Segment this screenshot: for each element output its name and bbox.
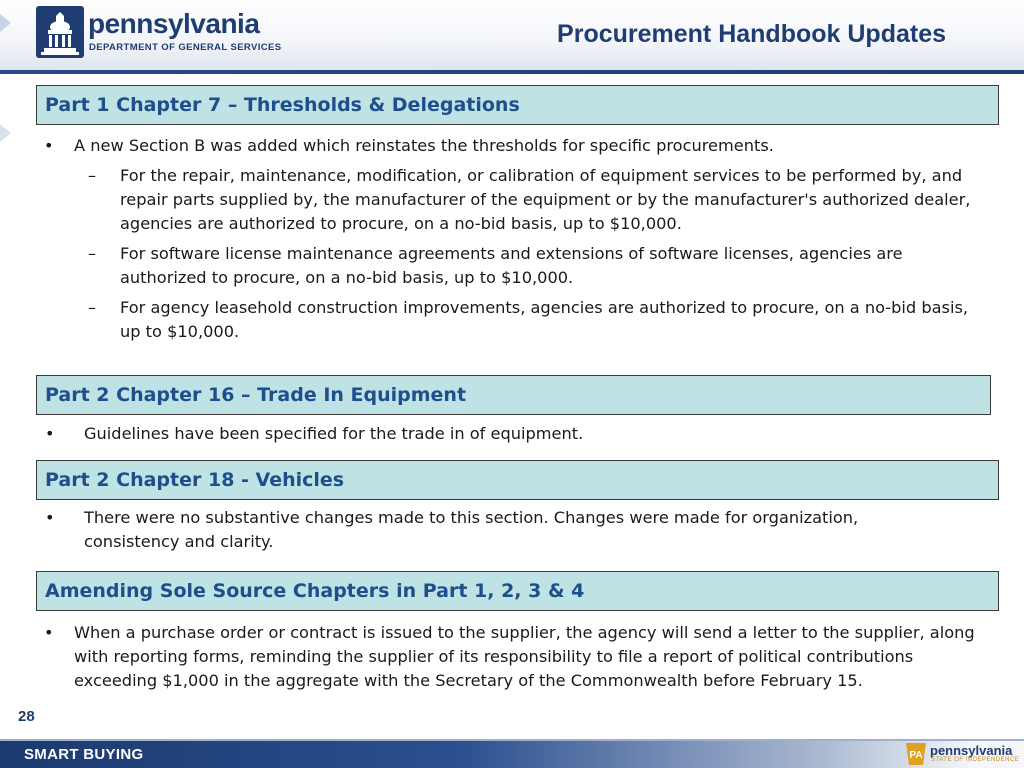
footer-logo-wordmark: pennsylvania <box>930 743 1013 758</box>
bullet-text: Guidelines have been specified for the trade in of equipment. <box>84 424 584 443</box>
section-heading-text: Part 1 Chapter 7 – Thresholds & Delegations <box>45 94 520 116</box>
thresholds-bullet-list <box>36 134 976 344</box>
list-item <box>36 422 976 446</box>
list-item <box>36 164 976 236</box>
section-heading-trade-in <box>36 375 991 415</box>
pa-dgs-logo <box>36 6 286 58</box>
section-heading-text: Amending Sole Source Chapters in Part 1, 2, 3 & 4 <box>45 580 585 602</box>
list-item <box>36 621 996 693</box>
bullet-text: A new Section B was added which reinstates the thresholds for specific procurements. <box>74 136 774 155</box>
subitem-text: For software license maintenance agreements and extensions of software licenses, agencies are authorized to procure, on a no-bid basis, up to $10,000. <box>120 244 903 287</box>
section-heading-text: Part 2 Chapter 16 – Trade In Equipment <box>45 384 467 406</box>
subitem-text: For the repair, maintenance, modification, or calibration of equipment services to be performed by, and repair parts supplied by, the manufacturer of the equipment or by the manufacturer's authorized dealer, agencies are authorized to procure, on a no-bid basis, up to $10,000. <box>120 166 971 233</box>
logo-wordmark: pennsylvania <box>88 8 260 39</box>
slide-footer <box>0 741 1024 768</box>
section-heading-vehicles <box>36 460 999 500</box>
bullet-text: When a purchase order or contract is issued to the supplier, the agency will send a letter to the supplier, along with reporting forms, reminding the supplier of its responsibility to file a report of political contributions exceeding $1,000 in the aggregate with the Secretary of the Commonwealth before February 15. <box>74 623 975 690</box>
list-item <box>36 296 976 344</box>
keystone-badge-text: PA <box>909 750 923 761</box>
keystone-icon <box>904 743 928 765</box>
slide-header <box>0 0 1024 70</box>
list-item <box>36 506 936 554</box>
trade-in-bullet-list <box>36 422 976 446</box>
vehicles-bullet-list <box>36 506 936 554</box>
nav-arrow-icon[interactable] <box>0 124 11 142</box>
header-divider <box>0 70 1024 74</box>
footer-label: SMART BUYING <box>24 746 144 763</box>
list-item <box>36 242 976 290</box>
logo-department: DEPARTMENT OF GENERAL SERVICES <box>89 42 282 53</box>
subitem-text: For agency leasehold construction improvements, agencies are authorized to procure, on a no-bid basis, up to $10,000. <box>120 298 969 341</box>
section-heading-text: Part 2 Chapter 18 - Vehicles <box>45 469 345 491</box>
bullet-text: There were no substantive changes made to this section. Changes were made for organization, consistency and clarity. <box>84 508 859 551</box>
section-heading-sole-source <box>36 571 999 611</box>
pa-state-logo <box>904 742 1020 767</box>
section-heading-thresholds <box>36 85 999 125</box>
list-item <box>36 134 976 158</box>
sole-source-bullet-list <box>36 621 996 693</box>
footer-logo-tagline: STATE OF INDEPENDENCE <box>931 757 1020 763</box>
slide-number: 28 <box>18 708 35 725</box>
nav-arrow-icon[interactable] <box>0 14 11 32</box>
page-title: Procurement Handbook Updates <box>557 20 946 48</box>
capitol-icon <box>36 6 84 58</box>
